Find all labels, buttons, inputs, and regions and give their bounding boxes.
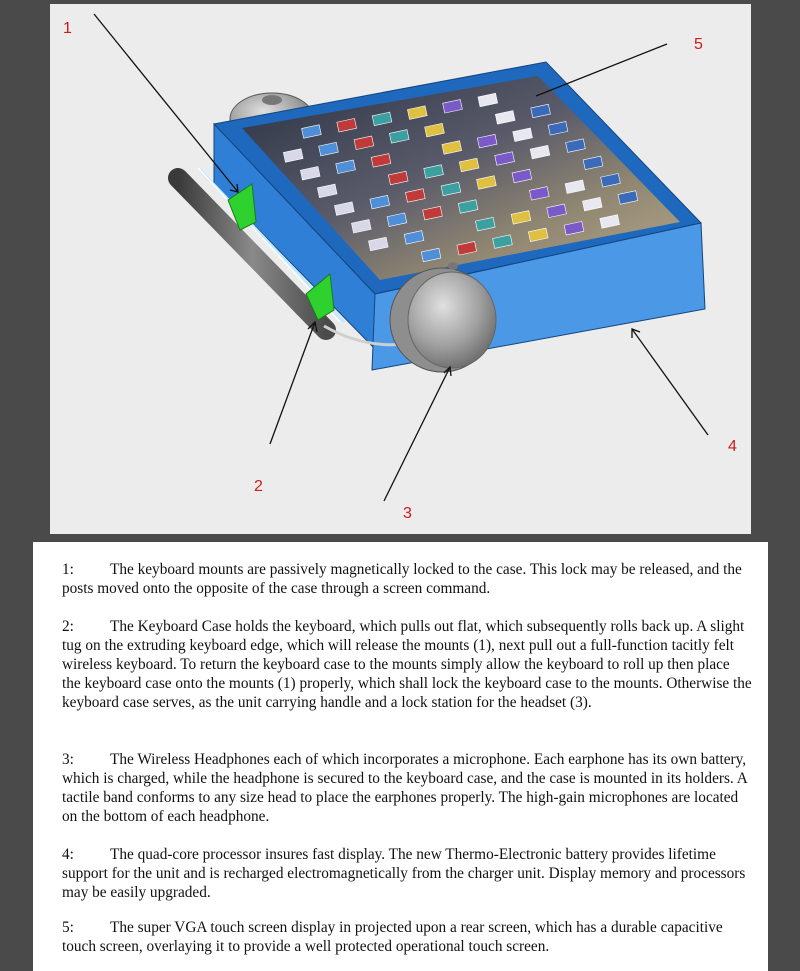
description-text: The Keyboard Case holds the keyboard, which pulls out flat, which subsequently rolls back up. A slight tug on the extruding keyboard edge, which will release the mounts (1), next pull out a full-function tacitly felt wireless keyboard. To return the keyboard case to the mounts simply allow the keyboard to roll up then place the keyboard case onto the mounts (1) properly, which shall lock the keyboard case to the mounts. Otherwise the keyboard case serves, as the unit carrying handle and a lock station for the headset (3). (62, 618, 752, 711)
description-4 (62, 845, 752, 902)
callout-3: 3 (403, 505, 412, 522)
description-text: The quad-core processor insures fast display. The new Thermo-Electronic battery provides lifetime support for the unit and is recharged electromagnetically from the charger unit. Display memory and processors may be easily upgraded. (62, 846, 746, 901)
figure-panel (50, 4, 751, 534)
callout-4: 4 (728, 438, 737, 455)
description-text: The Wireless Headphones each of which incorporates a microphone. Each earphone has its own battery, which is charged, while the headphone is secured to the keyboard case, and the case is mounted in its holders. A tactile band conforms to any size head to place the earphones properly. The high-gain microphones are located on the bottom of each headphone. (62, 751, 747, 825)
description-2 (62, 617, 752, 712)
description-number: 1: (62, 561, 74, 578)
description-number: 4: (62, 846, 74, 863)
device-illustration (50, 4, 751, 534)
description-number: 5: (62, 919, 74, 936)
callout-5: 5 (694, 36, 703, 53)
description-1 (62, 560, 752, 598)
description-number: 2: (62, 618, 74, 635)
description-text: The super VGA touch screen display in projected upon a rear screen, which has a durable capacitive touch screen, overlaying it to provide a well protected operational touch screen. (62, 919, 723, 955)
description-3 (62, 750, 752, 826)
description-number: 3: (62, 751, 74, 768)
description-panel (33, 542, 768, 971)
callout-2: 2 (254, 478, 263, 495)
description-5 (62, 918, 752, 956)
callout-1: 1 (63, 20, 72, 37)
description-text: The keyboard mounts are passively magnetically locked to the case. This lock may be released, and the posts moved onto the opposite of the case through a screen command. (62, 561, 742, 597)
